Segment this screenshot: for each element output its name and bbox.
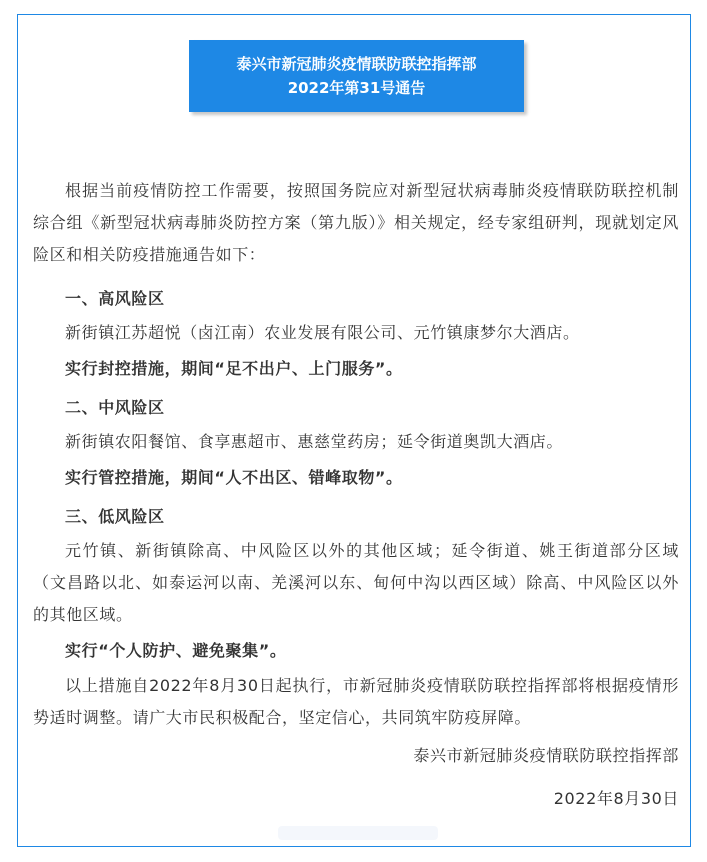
- title-line-2: 2022年第31号通告: [287, 79, 426, 97]
- section-low-risk: [33, 501, 679, 667]
- section-medium-risk: [33, 392, 679, 494]
- title-banner: [189, 40, 524, 112]
- section-high-risk: [33, 283, 679, 385]
- section-content-high: 新街镇江苏超悦（卤江南）农业发展有限公司、元竹镇康梦尔大酒店。: [65, 323, 580, 342]
- section-heading-low: 三、低风险区: [65, 507, 165, 526]
- signature: 泰兴市新冠肺炎疫情联防联控指挥部: [413, 746, 679, 765]
- signature-block: [33, 740, 679, 772]
- issue-date: 2022年8月30日: [553, 789, 679, 808]
- section-measure-low: 实行“个人防护、避免聚集”。: [65, 641, 287, 660]
- section-heading-medium: 二、中风险区: [65, 398, 165, 417]
- closing-block: [33, 670, 679, 734]
- section-heading-high: 一、高风险区: [65, 289, 165, 308]
- closing-paragraph: 以上措施自2022年8月30日起执行，市新冠肺炎疫情联防联控指挥部将根据疫情形势适时调整。请广大市民积极配合，坚定信心，共同筑牢防疫屏障。: [33, 676, 679, 727]
- intro-paragraph: 根据当前疫情防控工作需要，按照国务院应对新型冠状病毒肺炎疫情联防联控机制综合组《新型冠状病毒肺炎防控方案（第九版）》相关规定，经专家组研判，现就划定风险区和相关防疫措施通告如下：: [33, 181, 679, 264]
- notice-body: [33, 175, 679, 271]
- date-block: [33, 783, 679, 815]
- section-measure-medium: 实行管控措施，期间“人不出区、错峰取物”。: [65, 468, 403, 487]
- section-content-medium: 新街镇农阳餐馆、食享惠超市、惠慈堂药房；延令街道奥凯大酒店。: [65, 432, 564, 451]
- watermark-logo: [278, 826, 438, 840]
- section-content-low: 元竹镇、新街镇除高、中风险区以外的其他区域；延令街道、姚王街道部分区域（文昌路以北、如泰运河以南、羌溪河以东、甸何中沟以西区域）除高、中风险区以外的其他区域。: [33, 541, 679, 624]
- section-measure-high: 实行封控措施，期间“足不出户、上门服务”。: [65, 359, 403, 378]
- title-line-1: 泰兴市新冠肺炎疫情联防联控指挥部: [236, 55, 477, 73]
